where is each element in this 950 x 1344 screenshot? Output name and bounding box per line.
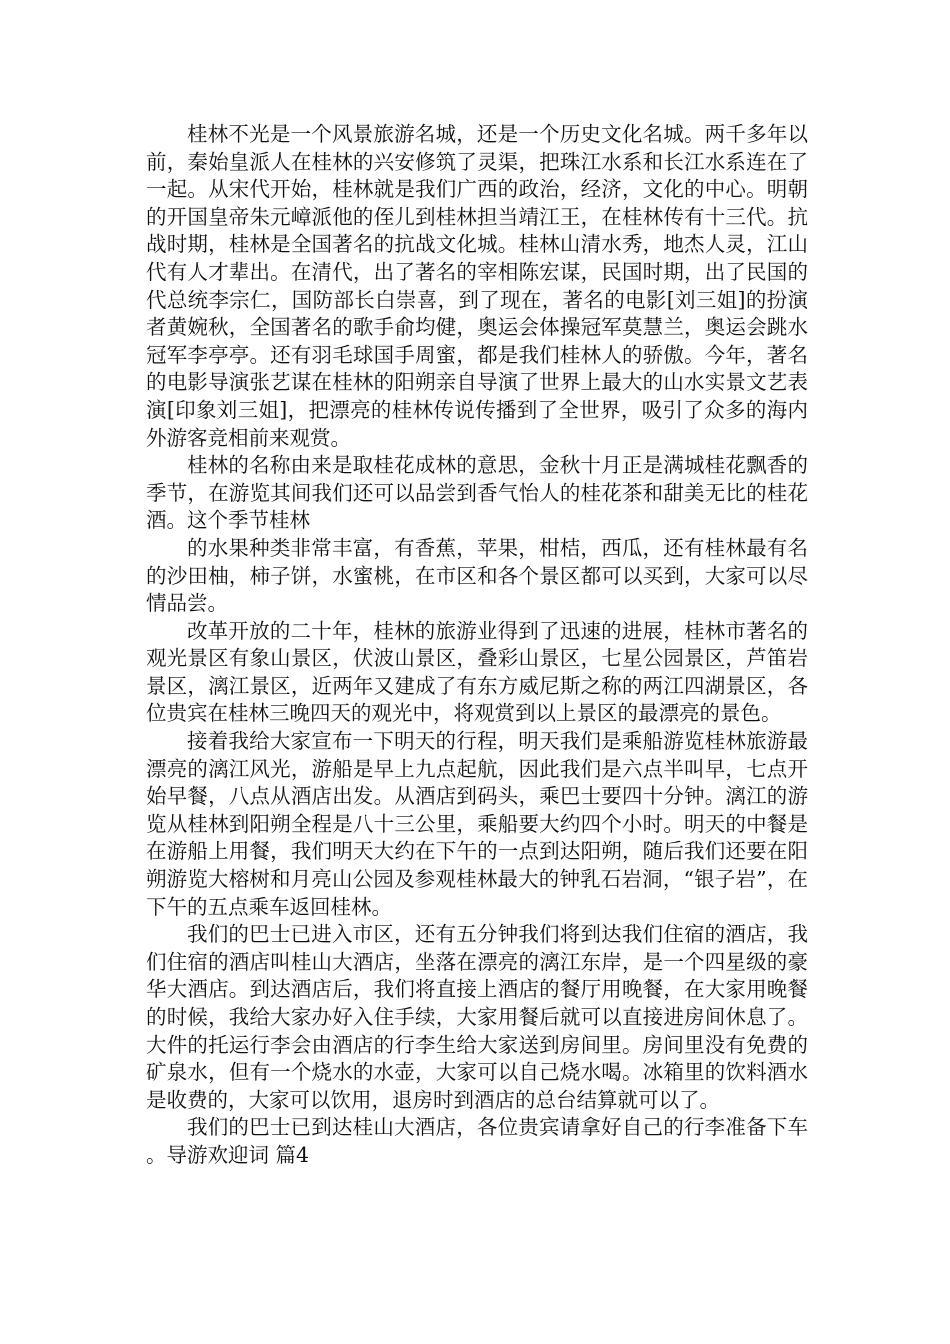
paragraph-guilin-fruits: 的水果种类非常丰富，有香蕉，苹果，柑桔，西瓜，还有桂林最有名的沙田柚，柿子饼，水蜜桃，在市区和各个景区都可以买到，大家可以尽情品尝。 bbox=[146, 535, 808, 616]
document-body bbox=[146, 121, 808, 1170]
paragraph-disembark: 我们的巴士已到达桂山大酒店，各位贵宾请拿好自己的行李准备下车。导游欢迎词 篇4 bbox=[146, 1115, 808, 1167]
paragraph-tomorrow-itinerary: 接着我给大家宣布一下明天的行程，明天我们是乘船游览桂林旅游最漂亮的漓江风光，游船是早上九点起航，因此我们是六点半叫早，七点开始早餐，八点从酒店出发。从酒店到码头，乘巴士要四十分钟。漓江的游览从桂林到阳朔全程是八十三公里，乘船要大约四个小时。明天的中餐是在游船上用餐，我们明天大约在下午的一点到达阳朔，随后我们还要在阳朔游览大榕树和月亮山公园及参观桂林最大的钟乳石岩洞，“银子岩”，在下午的五点乘车返回桂林。 bbox=[146, 729, 808, 919]
paragraph-hotel-arrival: 我们的巴士已进入市区，还有五分钟我们将到达我们住宿的酒店，我们住宿的酒店叫桂山大酒店，坐落在漂亮的漓江东岸，是一个四星级的豪华大酒店。到达酒店后，我们将直接上酒店的餐厅用晚餐，在大家用晚餐的时候，我给大家办好入住手续，大家用餐后就可以直接进房间休息了。大件的托运行李会由酒店的行李生给大家送到房间里。房间里没有免费的矿泉水，但有一个烧水的水壶，大家可以自己烧水喝。冰箱里的饮料酒水是收费的，大家可以饮用，退房时到酒店的总台结算就可以了。 bbox=[146, 922, 808, 1112]
paragraph-guilin-name-origin: 桂林的名称由来是取桂花成林的意思，金秋十月正是满城桂花飘香的季节，在游览其间我们还可以品尝到香气怡人的桂花茶和甜美无比的桂花酒。这个季节桂林 bbox=[146, 453, 808, 533]
paragraph-tourism-development: 改革开放的二十年，桂林的旅游业得到了迅速的进展，桂林市著名的观光景区有象山景区，伏波山景区，叠彩山景区，七星公园景区，芦笛岩景区，漓江景区，近两年又建成了有东方威尼斯之称的两江四湖景区，各位贵宾在桂林三晚四天的观光中，将观赏到以上景区的最漂亮的景色。 bbox=[146, 618, 808, 726]
paragraph-guilin-history: 桂林不光是一个风景旅游名城，还是一个历史文化名城。两千多年以前，秦始皇派人在桂林的兴安修筑了灵渠，把珠江水系和长江水系连在了一起。从宋代开始，桂林就是我们广西的政治，经济，文化的中心。明朝的开国皇帝朱元嶂派他的侄儿到桂林担当靖江王，在桂林传有十三代。抗战时期，桂林是全国著名的抗战文化城。桂林山清水秀，地杰人灵，江山代有人才辈出。在清代，出了著名的宰相陈宏谋，民国时期，出了民国的代总统李宗仁，国防部长白崇喜，到了现在，著名的电影[刘三姐]的扮演者黄婉秋，全国著名的歌手俞均健，奥运会体操冠军莫慧兰，奥运会跳水冠军李亭亭。还有羽毛球国手周蜜，都是我们桂林人的骄傲。今年，著名的电影导演张艺谋在桂林的阳朔亲自导演了世界上最大的山水实景文艺表演[印象刘三姐]，把漂亮的桂林传说传播到了全世界，吸引了众多的海内外游客竞相前来观赏。 bbox=[146, 122, 808, 450]
